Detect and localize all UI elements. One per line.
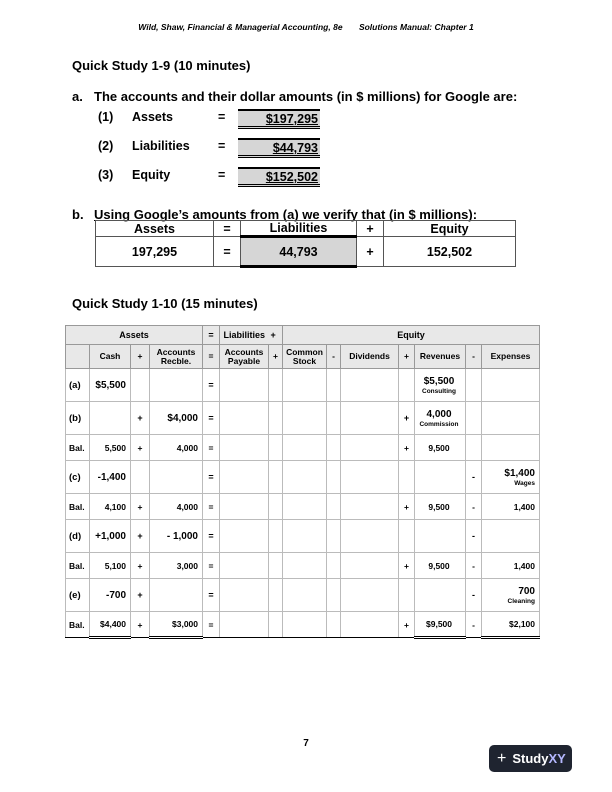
cell-revenues	[415, 494, 466, 520]
cell-op	[399, 520, 415, 553]
cell-expenses-value: $1,400	[504, 467, 535, 479]
cell-revenues-value: $5,500	[423, 375, 455, 387]
plus-icon: +	[497, 749, 507, 767]
cell-eq	[203, 520, 220, 553]
cell-op	[399, 402, 415, 435]
cell-accounts-receivable-value: $3,000	[172, 619, 198, 629]
cell-accounts-payable	[220, 435, 269, 461]
cell-revenues	[415, 369, 466, 402]
cell-cash-value: 5,100	[104, 560, 126, 571]
cell-cash-value: $4,400	[100, 619, 126, 629]
cell-eq	[203, 579, 220, 612]
cell-accounts-receivable	[150, 553, 203, 579]
cell-op-value: +	[403, 413, 410, 423]
cell-expenses-value: 700	[518, 585, 535, 597]
row-label	[66, 369, 90, 402]
cell-common-stock	[283, 435, 327, 461]
cell-accounts-receivable-value: 4,000	[176, 442, 198, 453]
cell-op-value: +	[404, 560, 409, 571]
ver-header-plus: +	[357, 221, 384, 237]
cell-cash	[90, 494, 131, 520]
transaction-row	[66, 579, 540, 612]
cell-expenses	[482, 461, 540, 494]
col-minus1: -	[327, 345, 341, 369]
row-label-value: Bal.	[69, 442, 85, 453]
cell-cash-value: 5,500	[104, 442, 126, 453]
cell-dividends	[341, 461, 399, 494]
cell-op	[131, 435, 150, 461]
cell-revenues	[415, 579, 466, 612]
cell-op-value: -	[472, 560, 475, 571]
col-accounts-payable: Accounts Payable	[220, 345, 269, 369]
cell-accounts-payable	[220, 402, 269, 435]
cell-op-value: -	[472, 590, 475, 600]
cell-common-stock	[283, 402, 327, 435]
item-name: Assets	[132, 110, 173, 124]
cell-expenses-value: 1,400	[513, 560, 535, 571]
cell-accounts-payable	[220, 579, 269, 612]
ver-eq: =	[214, 237, 241, 267]
ver-header-assets: Assets	[96, 221, 214, 237]
cell-op	[327, 461, 341, 494]
cell-revenues	[415, 612, 466, 638]
cell-accounts-payable	[220, 494, 269, 520]
cell-op	[327, 579, 341, 612]
cell-revenues-value: $9,500	[426, 619, 452, 629]
group-eq: =	[203, 326, 220, 345]
cell-eq-value: =	[208, 560, 214, 571]
cell-cash-value: -1,400	[97, 471, 126, 483]
cell-op	[466, 402, 482, 435]
cell-cash-value: 4,100	[104, 501, 126, 512]
account-row-equity	[98, 168, 238, 182]
cell-accounts-receivable	[150, 402, 203, 435]
cell-op-value: +	[137, 531, 143, 541]
balance-row	[66, 612, 540, 638]
cell-op-value: +	[137, 442, 143, 453]
cell-op	[327, 369, 341, 402]
cell-expenses	[482, 435, 540, 461]
cell-op-value: +	[137, 501, 143, 512]
cell-op	[269, 461, 283, 494]
cell-accounts-payable	[220, 520, 269, 553]
cell-accounts-payable	[220, 553, 269, 579]
cell-eq-value: =	[208, 380, 214, 390]
ver-header-liabilities: Liabilities	[241, 221, 357, 237]
cell-op	[327, 553, 341, 579]
cell-accounts-receivable	[150, 520, 203, 553]
cell-common-stock	[283, 579, 327, 612]
row-label-value: (b)	[69, 412, 82, 424]
transaction-table	[65, 325, 540, 639]
cell-cash	[90, 612, 131, 638]
cell-op	[466, 461, 482, 494]
cell-expenses-note: Cleaning	[507, 597, 535, 605]
item-name: Liabilities	[132, 139, 190, 153]
cell-op	[269, 553, 283, 579]
col-eq: =	[203, 345, 220, 369]
row-label-value: (a)	[69, 379, 81, 391]
col-blank	[66, 345, 90, 369]
cell-op	[269, 435, 283, 461]
cell-dividends	[341, 612, 399, 638]
cell-op	[466, 579, 482, 612]
cell-expenses	[482, 553, 540, 579]
cell-accounts-payable	[220, 612, 269, 638]
qs9-title: Quick Study 1-9 (10 minutes)	[72, 58, 251, 73]
cell-accounts-receivable	[150, 494, 203, 520]
cell-op	[399, 612, 415, 638]
row-label-value: (d)	[69, 530, 82, 542]
cell-cash	[90, 579, 131, 612]
qs9-part-a	[72, 89, 517, 104]
part-a-label: a.	[72, 89, 83, 104]
cell-expenses-note: Wages	[514, 479, 535, 487]
part-a-text: The accounts and their dollar amounts (in $ millions) for Google are:	[94, 89, 518, 104]
group-equity: Equity	[283, 326, 540, 345]
cell-op	[269, 579, 283, 612]
cell-eq-value: =	[208, 472, 214, 482]
cell-cash	[90, 553, 131, 579]
balance-row	[66, 553, 540, 579]
cell-revenues	[415, 402, 466, 435]
ver-header-equity: Equity	[384, 221, 516, 237]
cell-common-stock	[283, 520, 327, 553]
cell-dividends	[341, 579, 399, 612]
cell-op	[327, 520, 341, 553]
cell-eq-value: =	[208, 413, 214, 423]
transaction-row	[66, 369, 540, 402]
cell-accounts-receivable-value: - 1,000	[166, 530, 198, 542]
cell-op	[466, 553, 482, 579]
group-assets: Assets	[66, 326, 203, 345]
col-cash: Cash	[90, 345, 131, 369]
logo-text-accent: XY	[548, 751, 566, 766]
transaction-row	[66, 520, 540, 553]
cell-eq-value: =	[208, 442, 214, 453]
cell-cash	[90, 520, 131, 553]
cell-eq-value: =	[208, 531, 214, 541]
cell-eq	[203, 461, 220, 494]
balance-row	[66, 494, 540, 520]
cell-cash	[90, 369, 131, 402]
cell-cash-value: +1,000	[95, 530, 126, 542]
row-label-value: Bal.	[69, 560, 85, 571]
cell-op	[131, 612, 150, 638]
cell-revenues-value: 9,500	[428, 501, 450, 512]
cell-accounts-receivable-value: 3,000	[176, 560, 198, 571]
cell-eq-value: =	[208, 590, 214, 600]
cell-op	[131, 579, 150, 612]
cell-op	[327, 435, 341, 461]
cell-common-stock	[283, 494, 327, 520]
row-label	[66, 520, 90, 553]
cell-expenses	[482, 579, 540, 612]
row-label	[66, 402, 90, 435]
cell-op-value: +	[137, 413, 143, 423]
item-num: (2)	[98, 139, 114, 153]
part-b-label: b.	[72, 207, 84, 222]
account-row-liabilities	[98, 139, 238, 153]
cell-op	[399, 553, 415, 579]
cell-op	[131, 520, 150, 553]
cell-expenses	[482, 402, 540, 435]
cell-op-value: -	[472, 472, 475, 482]
studyxy-logo	[489, 745, 572, 772]
cell-dividends	[341, 520, 399, 553]
row-label	[66, 494, 90, 520]
row-label-value: Bal.	[69, 619, 85, 630]
cell-op	[399, 461, 415, 494]
cell-op	[269, 402, 283, 435]
cell-accounts-receivable-value: $4,000	[167, 412, 198, 424]
item-num: (3)	[98, 168, 114, 182]
col-dividends: Dividends	[341, 345, 399, 369]
item-eq: =	[218, 110, 226, 124]
cell-dividends	[341, 402, 399, 435]
cell-op	[466, 435, 482, 461]
cell-dividends	[341, 369, 399, 402]
cell-eq	[203, 402, 220, 435]
cell-accounts-payable	[220, 461, 269, 494]
row-label-value: Bal.	[69, 501, 85, 512]
cell-op	[466, 494, 482, 520]
cell-op	[131, 494, 150, 520]
cell-revenues-note: Commission	[419, 420, 459, 428]
cell-op-value: +	[404, 619, 409, 630]
cell-common-stock	[283, 461, 327, 494]
ver-assets-value: 197,295	[96, 237, 214, 267]
cell-eq	[203, 612, 220, 638]
ver-equity-value: 152,502	[384, 237, 516, 267]
col-plus3: +	[399, 345, 415, 369]
header-manual: Solutions Manual: Chapter 1	[358, 22, 474, 32]
balance-row	[66, 435, 540, 461]
cell-common-stock	[283, 612, 327, 638]
page-header	[0, 22, 612, 32]
cell-accounts-payable	[220, 369, 269, 402]
row-label-value: (e)	[69, 589, 81, 601]
cell-op	[269, 520, 283, 553]
cell-revenues	[415, 553, 466, 579]
col-expenses: Expenses	[482, 345, 540, 369]
cell-dividends	[341, 435, 399, 461]
verification-table	[95, 220, 516, 268]
row-label	[66, 461, 90, 494]
account-row-assets	[98, 110, 238, 124]
cell-revenues	[415, 435, 466, 461]
cell-op	[131, 369, 150, 402]
col-plus1: +	[131, 345, 150, 369]
transaction-rows	[66, 369, 540, 638]
cell-op	[399, 579, 415, 612]
group-liabilities: Liabilities	[220, 326, 269, 345]
col-common-stock: Common Stock	[283, 345, 327, 369]
row-label	[66, 579, 90, 612]
cell-accounts-receivable-value: 4,000	[176, 501, 198, 512]
cell-op	[131, 461, 150, 494]
cell-revenues-value: 9,500	[428, 442, 450, 453]
row-label	[66, 612, 90, 638]
cell-op	[466, 520, 482, 553]
cell-op-value: -	[472, 619, 475, 630]
cell-op	[399, 369, 415, 402]
cell-revenues	[415, 520, 466, 553]
cell-accounts-receivable	[150, 612, 203, 638]
cell-op	[327, 494, 341, 520]
cell-op-value: +	[137, 619, 143, 630]
item-name: Equity	[132, 168, 171, 182]
cell-common-stock	[283, 369, 327, 402]
equity-value: $152,502	[238, 167, 320, 187]
cell-op	[466, 612, 482, 638]
ver-liabilities-value: 44,793	[241, 237, 357, 267]
row-label	[66, 553, 90, 579]
cell-op	[466, 369, 482, 402]
cell-expenses	[482, 369, 540, 402]
cell-dividends	[341, 553, 399, 579]
ver-plus: +	[357, 237, 384, 267]
cell-dividends	[341, 494, 399, 520]
cell-eq-value: =	[208, 619, 214, 630]
cell-cash	[90, 435, 131, 461]
cell-op	[327, 402, 341, 435]
cell-eq	[203, 369, 220, 402]
ver-header-eq: =	[214, 221, 241, 237]
col-revenues: Revenues	[415, 345, 466, 369]
item-num: (1)	[98, 110, 114, 124]
cell-expenses-value: 1,400	[513, 501, 535, 512]
cell-op	[269, 612, 283, 638]
header-book: Wild, Shaw, Financial & Managerial Accounting, 8e	[138, 22, 343, 32]
cell-revenues-value: 9,500	[428, 560, 450, 571]
cell-accounts-receivable	[150, 461, 203, 494]
item-eq: =	[218, 168, 226, 182]
col-plus2: +	[269, 345, 283, 369]
cell-op-value: -	[472, 531, 475, 541]
cell-op-value: -	[472, 501, 475, 512]
cell-accounts-receivable	[150, 579, 203, 612]
cell-cash	[90, 402, 131, 435]
row-label	[66, 435, 90, 461]
cell-cash-value: $5,500	[95, 379, 126, 391]
cell-accounts-receivable	[150, 435, 203, 461]
cell-expenses-value: $2,100	[509, 619, 535, 629]
cell-expenses	[482, 520, 540, 553]
cell-eq-value: =	[208, 501, 214, 512]
transaction-row	[66, 402, 540, 435]
cell-eq	[203, 553, 220, 579]
item-eq: =	[218, 139, 226, 153]
col-minus2: -	[466, 345, 482, 369]
cell-common-stock	[283, 553, 327, 579]
group-plus: +	[269, 326, 283, 345]
row-label-value: (c)	[69, 471, 81, 483]
cell-cash	[90, 461, 131, 494]
liabilities-value: $44,793	[238, 138, 320, 158]
cell-op	[327, 612, 341, 638]
cell-op	[131, 402, 150, 435]
cell-op	[131, 553, 150, 579]
cell-op-value: +	[404, 501, 409, 512]
cell-op	[269, 494, 283, 520]
qs10-title: Quick Study 1-10 (15 minutes)	[72, 296, 258, 311]
cell-revenues-note: Consulting	[422, 387, 456, 395]
col-accounts-receivable: Accounts Recble.	[150, 345, 203, 369]
cell-op	[399, 494, 415, 520]
cell-op-value: +	[137, 590, 143, 600]
cell-op-value: +	[404, 442, 409, 453]
part-b-text: Using Google’s amounts from (a) we verify that (in $ millions):	[94, 207, 478, 222]
cell-cash-value: -700	[105, 589, 126, 601]
cell-revenues	[415, 461, 466, 494]
cell-accounts-receivable	[150, 369, 203, 402]
page-number: 7	[303, 738, 309, 749]
cell-op	[269, 369, 283, 402]
cell-eq	[203, 494, 220, 520]
cell-eq	[203, 435, 220, 461]
transaction-row	[66, 461, 540, 494]
cell-revenues-value: 4,000	[426, 408, 452, 420]
cell-expenses	[482, 612, 540, 638]
cell-op-value: +	[137, 560, 143, 571]
assets-value: $197,295	[238, 109, 320, 129]
logo-text-main: Study	[512, 751, 549, 766]
cell-op	[399, 435, 415, 461]
cell-expenses	[482, 494, 540, 520]
